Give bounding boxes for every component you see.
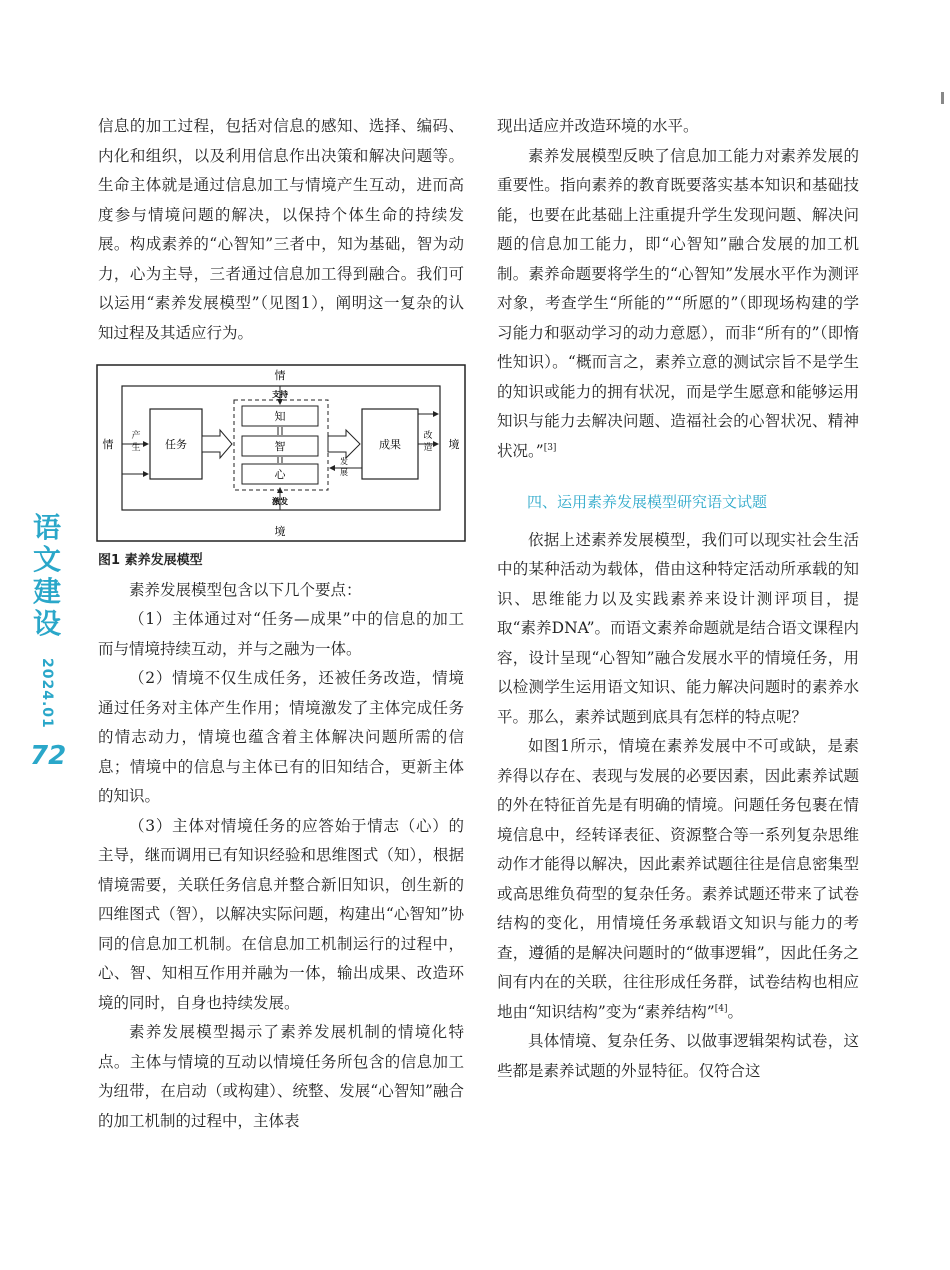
label-develop-1: 发 xyxy=(340,457,348,466)
label-develop-2: 展 xyxy=(340,468,348,477)
left-column xyxy=(98,112,464,1136)
paragraph: （3）主体对情境任务的应答始于情志（心）的主导，继而调用已有知识经验和思维图式（知），根据情境需要，关联任务信息并整合新旧知识，创生新的四维图式（智），以解决实际问题，构建出“心智知”协同的信息加工机制。在信息加工机制运行的过程中，心、智、知相互作用并融为一体，输出成果、改造环境的同时，自身也持续发展。 xyxy=(98,816,464,1012)
right-column xyxy=(497,112,859,1086)
journal-title: 语 文 建 设 xyxy=(32,511,61,640)
label-support: 支持 xyxy=(272,390,288,399)
label-task: 任务 xyxy=(165,438,187,451)
label-stimulate: 激发 xyxy=(272,497,288,506)
paragraph: 具体情境、复杂任务、以做事逻辑架构试卷，这些都是素养试题的外显特征。仅符合这 xyxy=(497,1032,859,1080)
paragraph: 依据上述素养发展模型，我们可以现实社会生活中的某种活动为载体，借由这种特定活动所承载的知识、思维能力以及实践素养来设计测评项目，提取“素养DNA”。而语文素养命题就是结合语文课程内容，设计呈现“心智知”融合发展水平的情境任务，用以检测学生运用语文知识、能力解决问题时的素养水平。那么，素养试题到底具有怎样的特点呢？ xyxy=(497,530,859,726)
literacy-model-diagram xyxy=(96,364,466,542)
label-knowledge: 知 xyxy=(274,410,286,423)
label-right: 境 xyxy=(448,438,460,451)
section-heading: 四、运用素养发展模型研究语文试题 xyxy=(527,493,768,511)
issue-number: 2024.01 xyxy=(39,658,55,729)
label-transform-1: 改 xyxy=(423,431,433,441)
paragraph: 信息的加工过程，包括对信息的感知、选择、编码、内化和组织，以及利用信息作出决策和解决问题等。生命主体就是通过信息加工与情境产生互动，进而高度参与情境问题的解决，以保持个体生命的持续发展。构成素养的“心智知”三者中，知为基础，智为动力，心为主导，三者通过信息加工得到融合。我们可以运用“素养发展模型”（见图1），阐明这一复杂的认知过程及其适应行为。 xyxy=(98,117,464,342)
label-transform-2: 造 xyxy=(423,443,433,453)
page-number: 72 xyxy=(30,740,67,771)
paragraph: 现出适应并改造环境的水平。 xyxy=(497,117,699,135)
citation: [3] xyxy=(543,442,557,453)
paragraph: 如图1所示，情境在素养发展中不可或缺，是素养得以存在、表现与发展的必要因素，因此素养试题的外在特征首先是有明确的情境。问题任务包裹在情境信息中，经转译表征、资源整合等一系列复杂思维动作才能得以解决，因此素养试题往往是信息密集型或高思维负荷型的复杂任务。素养试题还带来了试卷结构的变化，用情境任务承载语文知识与能力的考查，遵循的是解决问题时的“做事逻辑”，因此任务之间有内在的关联，往往形成任务群，试卷结构也相应地由“知识结构”变为“素养结构”[4]。 xyxy=(497,737,859,1021)
label-top: 情 xyxy=(274,369,286,382)
page-edge-mark xyxy=(941,92,944,104)
label-produce-1: 产 xyxy=(131,431,141,441)
label-wisdom: 智 xyxy=(274,440,286,453)
paragraph: （1）主体通过对“任务—成果”中的信息的加工而与情境持续互动，并与之融为一体。 xyxy=(98,610,464,658)
label-heart: 心 xyxy=(274,468,286,481)
paragraph: （2）情境不仅生成任务，还被任务改造，情境通过任务对主体产生作用；情境激发了主体完成任务的情志动力，情境也蕴含着主体解决问题所需的信息；情境中的信息与主体已有的旧知结合，更新主体的知识。 xyxy=(98,669,464,805)
label-bottom: 境 xyxy=(274,525,286,538)
figure-1 xyxy=(96,364,466,542)
label-result: 成果 xyxy=(379,438,401,451)
paragraph: 素养发展模型揭示了素养发展机制的情境化特点。主体与情境的互动以情境任务所包含的信息加工为纽带，在启动（或构建）、统整、发展“心智知”融合的加工机制的过程中，主体表 xyxy=(98,1023,464,1130)
label-left: 情 xyxy=(102,438,114,451)
citation: [4] xyxy=(714,1003,728,1014)
paragraph: 素养发展模型反映了信息加工能力对素养发展的重要性。指向素养的教育既要落实基本知识和基础技能，也要在此基础上注重提升学生发现问题、解决问题的信息加工能力，即“心智知”融合发展的加工机制。素养命题要将学生的“心智知”发展水平作为测评对象，考查学生“所能的”“所愿的”（即现场构建的学习能力和驱动学习的动力意愿），而非“所有的”（即惰性知识）。“概而言之，素养立意的测试宗旨不是学生的知识或能力的拥有状况，而是学生愿意和能够运用知识与能力去解决问题、造福社会的心智状况、精神状况。”[3] xyxy=(497,146,859,460)
label-produce-2: 生 xyxy=(131,443,141,453)
journal-sidebar xyxy=(30,511,67,771)
figure-caption: 图1 素养发展模型 xyxy=(98,553,203,568)
paragraph: 素养发展模型包含以下几个要点： xyxy=(129,580,362,599)
